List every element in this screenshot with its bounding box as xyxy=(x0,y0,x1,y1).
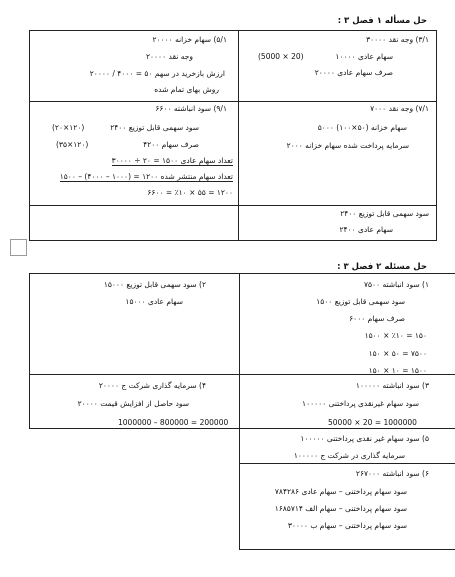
p2-c4-line3: 1000000 – 800000 = 200000 xyxy=(118,418,229,427)
p2-c1-line3: صرف سهام ۶۰۰۰ xyxy=(349,314,405,323)
p2-c5-line1: ۵) سود سهام غیر نقدی پرداختنی ۱۰۰۰۰۰ xyxy=(300,434,429,443)
p1-c4-line3: (۲۰×۱۲۰) xyxy=(52,123,85,132)
p2-cell-blank-1 xyxy=(30,429,240,464)
p1-c2-line1: ۵/۱) سهام خزانه ۲۰۰۰۰ xyxy=(152,35,227,44)
p1-c2-line3: ارزش بازخرید در سهم ۵۰ = ۴۰۰۰ / ۲۰۰۰۰ xyxy=(89,69,225,78)
p2-cell-blank-2 xyxy=(30,464,240,550)
p2-c6-line1: ۶) سود انباشته ۲۶۷۰۰۰ xyxy=(355,469,429,478)
p1-c1-line4: صرف سهام عادی ۲۰۰۰۰ xyxy=(314,68,393,77)
p1-c5-line2: سهام عادی ۲۴۰۰ xyxy=(339,225,393,234)
p1-c4-line5: (۳۵×۱۲۰) xyxy=(56,140,89,149)
p1-c1-line2: سهام عادی ۱۰۰۰۰ xyxy=(335,52,393,61)
p2-c1-line5: ۷۵۰۰ = ۵۰ × ۱۵۰ xyxy=(368,349,427,358)
p1-c2-line2: وجه نقد ۲۰۰۰۰ xyxy=(145,52,193,61)
p1-cell-7-1 xyxy=(239,102,437,206)
p2-c1-line1: ۱) سود انباشته ۷۵۰۰ xyxy=(363,280,429,289)
p2-c1-line4: ۱۵۰ = ٪۱۰ × ۱۵۰۰ xyxy=(364,331,427,340)
p1-c3-line1: ۷/۱) وجه نقد ۷۰۰۰ xyxy=(370,104,429,113)
problem-2-title: حل مسئله ۲ فصل ۳ : xyxy=(337,262,427,272)
p1-c2-line4: روش بهای تمام شده xyxy=(154,85,219,94)
p1-c4-line4: صرف سهام ۴۲۰۰ xyxy=(143,140,199,149)
p1-c3-line2: سهام خزانه (۵۰×۱۰۰) ۵۰۰۰ xyxy=(317,123,407,132)
p2-c4-line1: ۴) سرمایه گذاری شرکت ج ۲۰۰۰۰ xyxy=(98,381,206,390)
p2-c6-line4: سود سهام پرداختنی – سهام ب ۳۰۰۰۰ xyxy=(287,521,407,530)
checkbox-square xyxy=(10,239,27,256)
p2-c1-line6: ۱۵۰۰ = ۱۰ × ۱۵۰ xyxy=(368,366,427,375)
p1-c4-line6: تعداد سهام عادی ۱۵۰۰ = ۲۰ ÷ ۳۰۰۰۰ xyxy=(111,156,233,165)
p2-c5-line2: سرمایه گذاری در شرکت ج ۱۰۰۰۰۰ xyxy=(293,451,405,460)
p2-c6-line3: سود سهام پرداختنی – سهام الف ۱۶۸۵۷۱۴ xyxy=(274,504,407,513)
p1-c4-line2: سود سهمی قابل توزیع ۲۴۰۰ xyxy=(110,123,199,132)
p2-c2-line1: ۲) سود سهمی قابل توزیع ۱۵۰۰۰ xyxy=(103,280,206,289)
p1-c4-line8: ۱۲۰۰ = ۵۵ × ٪۱۰ = ۶۶۰۰ xyxy=(147,188,233,197)
p2-c1-line2: سود سهمی قابل توزیع ۱۵۰۰ xyxy=(316,297,405,306)
p1-cell-empty xyxy=(30,206,239,241)
p2-c4-line2: سود حاصل از افزایش قیمت ۲۰۰۰۰ xyxy=(77,399,189,408)
p1-c4-line1: ۹/۱) سود انباشته ۶۶۰۰ xyxy=(155,104,227,113)
p2-c2-line2: سهام عادی ۱۵۰۰۰ xyxy=(125,297,183,306)
p1-c5-line1: سود سهمی قابل توزیع ۲۴۰۰ xyxy=(340,209,429,218)
p2-c3-line1: ۳) سود انباشته ۱۰۰۰۰۰ xyxy=(355,381,429,390)
problem-1-title: حل مسأله ۱ فصل ۳ : xyxy=(337,16,427,26)
p2-c6-line2: سود سهام پرداختنی – سهام عادی ۷۸۴۲۸۶ xyxy=(274,487,407,496)
p1-c1-line3: (5000 × 20) xyxy=(258,52,304,61)
p2-c3-line2: سود سهام غیرنقدی پرداختنی ۱۰۰۰۰۰ xyxy=(302,399,419,408)
p1-c1-line1: ۳/۱) وجه نقد ۳۰۰۰۰ xyxy=(366,35,429,44)
p1-c3-line3: سرمایه پرداخت شده سهام خزانه ۲۰۰۰ xyxy=(286,141,409,150)
p2-c3-line3: 50000 × 20 = 1000000 xyxy=(328,418,417,427)
p1-c4-line7: تعداد سهام منتشر شده ۱۲۰۰ = (۱۰۰۰ – ۴۰۰۰) – ۱۵۰۰ xyxy=(59,172,233,181)
